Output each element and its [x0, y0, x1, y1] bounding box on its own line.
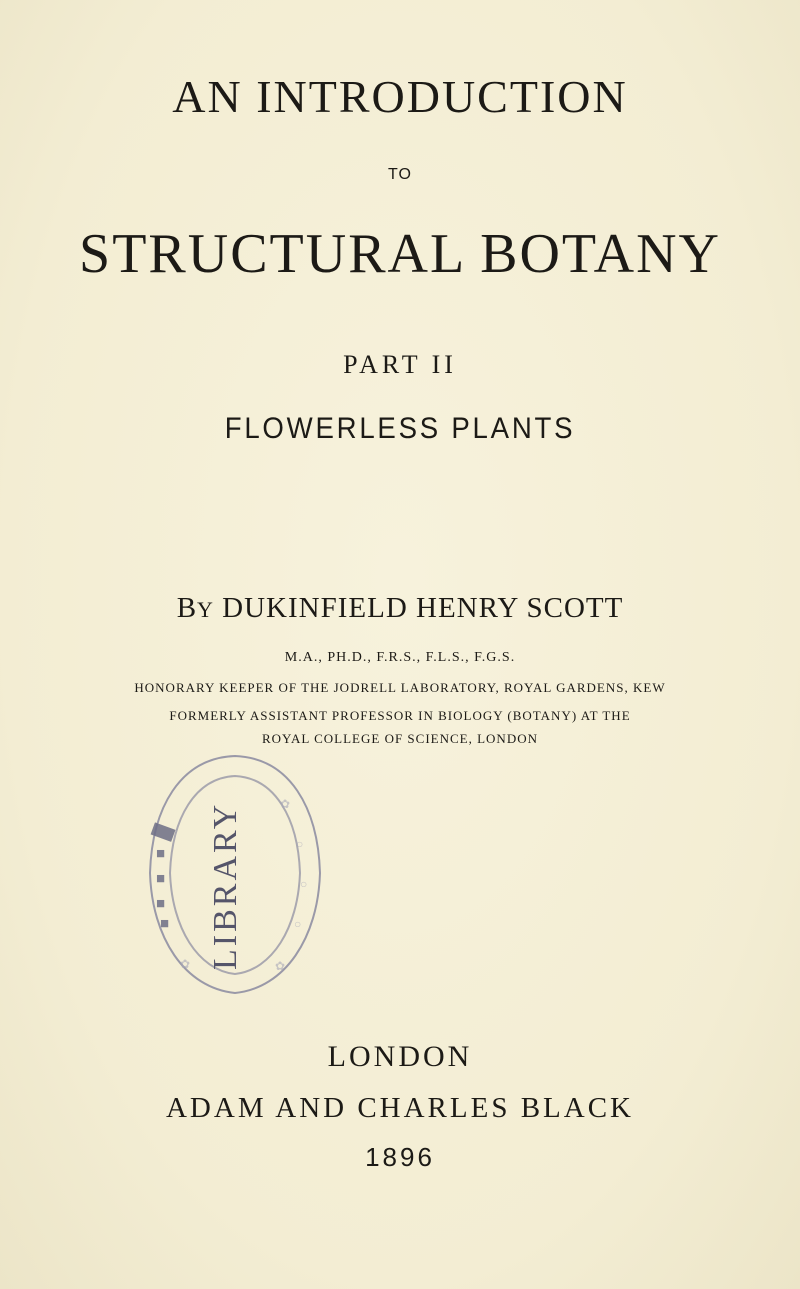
title-connector: TO: [388, 166, 412, 183]
title-line-2: STRUCTURAL BOTANY: [79, 223, 721, 285]
imprint-year: 1896: [365, 1142, 435, 1172]
author-prefix-b: B: [176, 592, 198, 624]
imprint-place: LONDON: [327, 1040, 473, 1073]
author-position-1: HONORARY KEEPER OF THE JODRELL LABORATORY, ROYAL GARDENS, KEW: [134, 680, 666, 695]
svg-text:✿: ✿: [275, 959, 286, 973]
svg-text:✿: ✿: [180, 957, 191, 971]
imprint-publisher: ADAM AND CHARLES BLACK: [165, 1092, 634, 1124]
svg-text:○: ○: [294, 917, 302, 931]
author-degrees: M.A., PH.D., F.R.S., F.L.S., F.G.S.: [284, 650, 516, 665]
svg-text:■: ■: [156, 895, 166, 912]
subtitle: FLOWERLESS PLANTS: [224, 412, 576, 445]
svg-text:✿: ✿: [280, 797, 291, 811]
svg-text:○: ○: [296, 837, 304, 851]
svg-text:■: ■: [160, 915, 170, 932]
part-label: PART II: [343, 350, 457, 379]
author-prefix-y: Y: [197, 597, 214, 622]
svg-text:■: ■: [156, 870, 166, 887]
title-line-1: AN INTRODUCTION: [172, 71, 628, 122]
author-line: [0, 592, 800, 625]
author-name: DUKINFIELD HENRY SCOTT: [222, 592, 624, 624]
author-position-2: FORMERLY ASSISTANT PROFESSOR IN BIOLOGY (BOTANY) AT THE: [169, 708, 631, 723]
author-position-3: ROYAL COLLEGE OF SCIENCE, LONDON: [262, 731, 538, 746]
library-stamp: [140, 738, 330, 1008]
stamp-word: LIBRARY: [207, 801, 244, 970]
svg-text:○: ○: [300, 877, 308, 891]
svg-text:■: ■: [156, 845, 166, 862]
svg-text:█: █: [150, 822, 175, 842]
